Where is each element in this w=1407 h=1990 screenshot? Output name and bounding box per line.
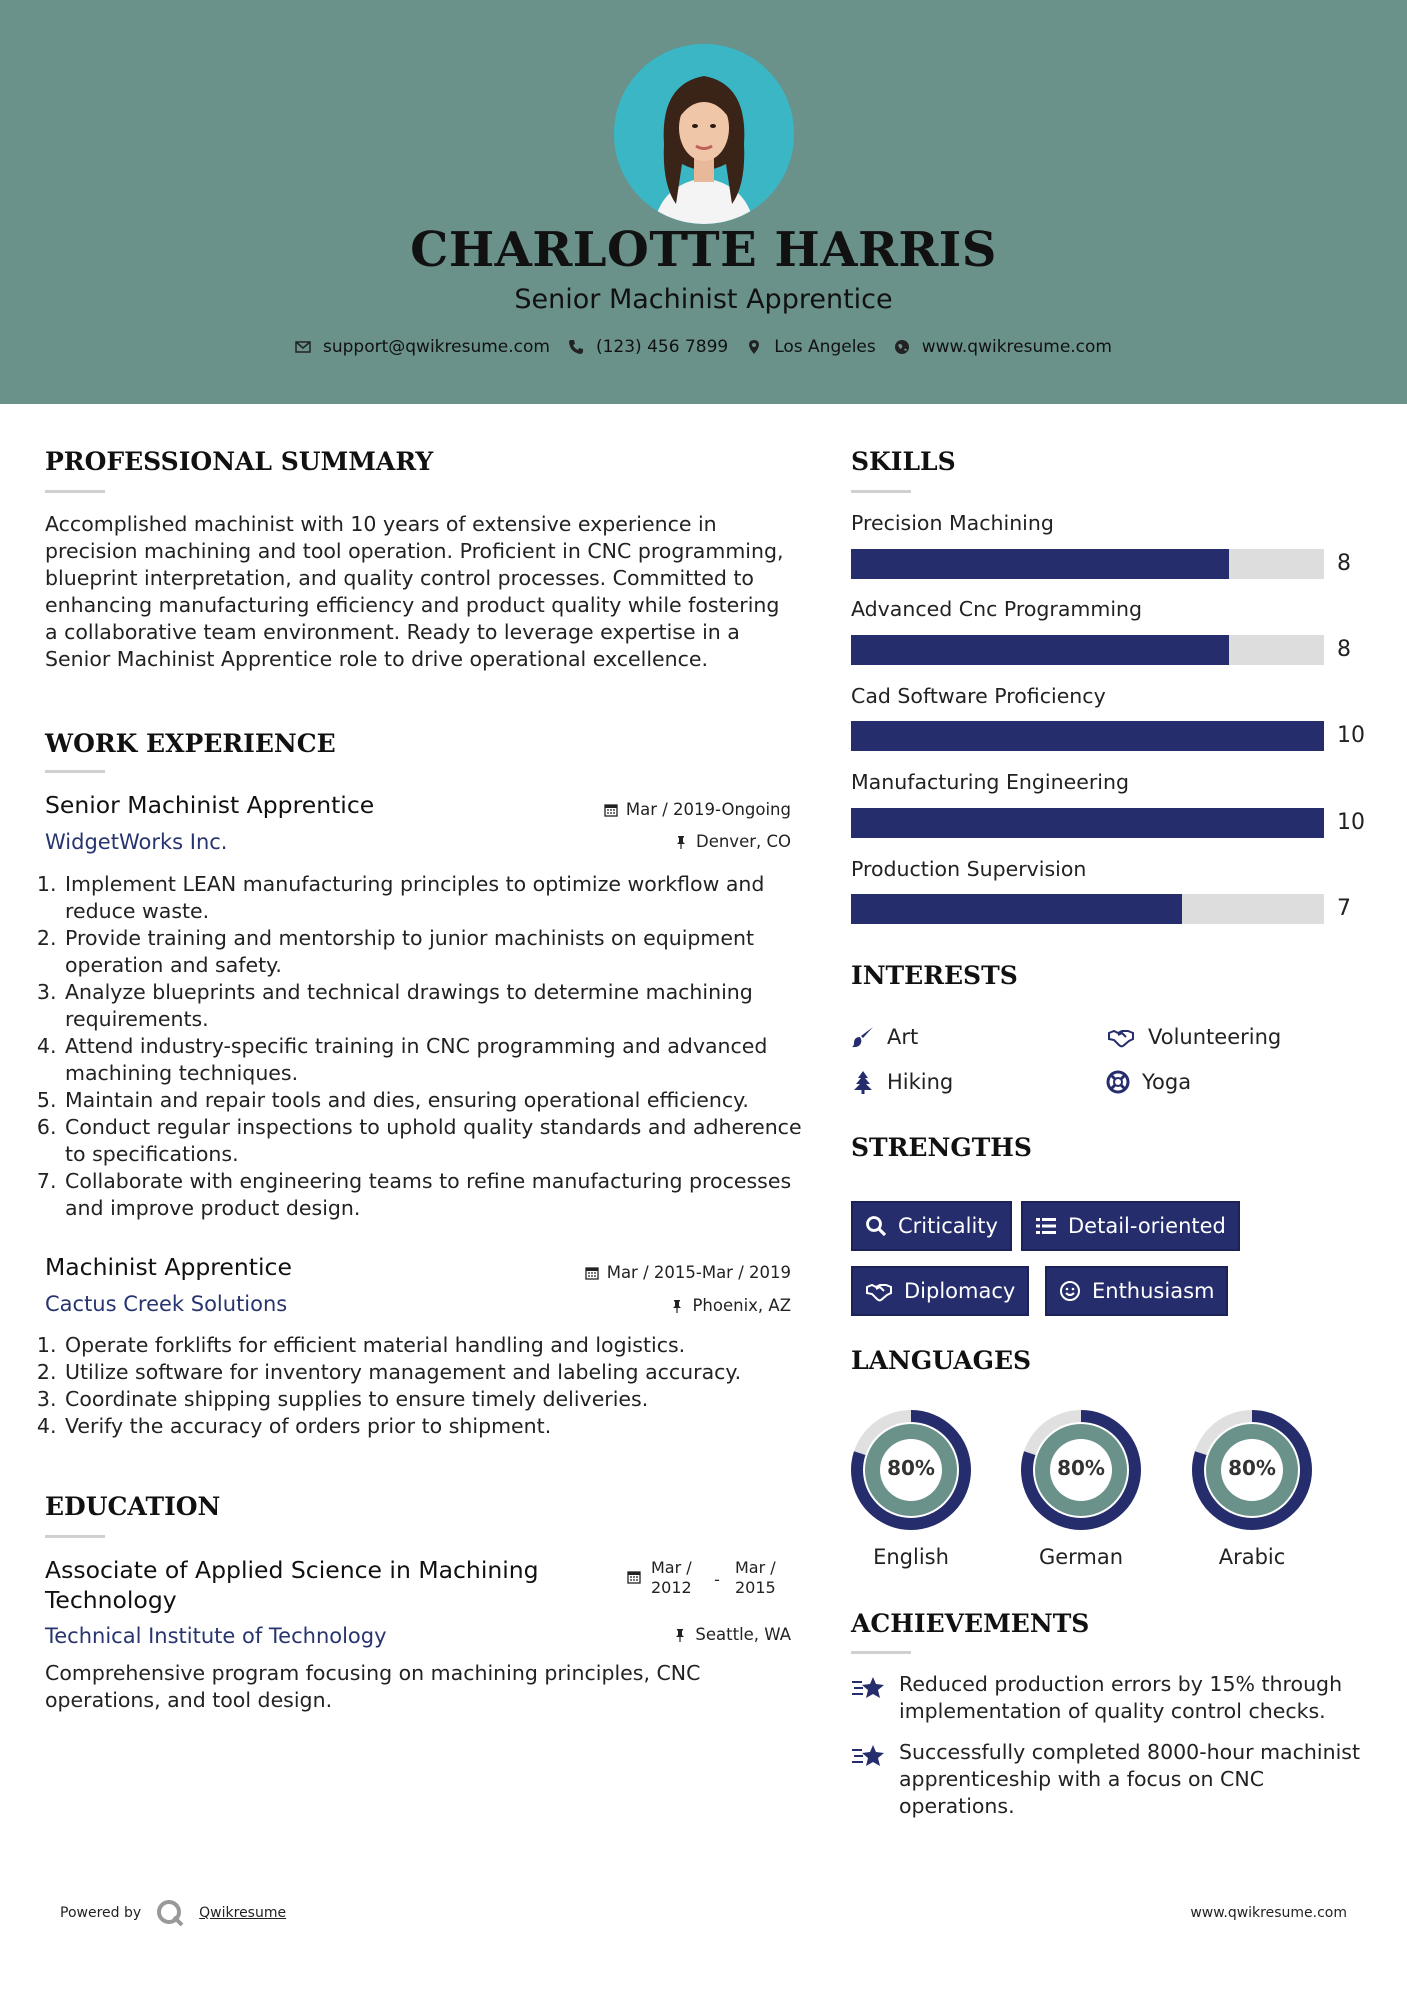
interest-label: Hiking — [887, 1070, 954, 1094]
interest-item — [851, 1070, 953, 1094]
candidate-name: CHARLOTTE HARRIS — [410, 222, 997, 278]
job-date-text: Mar / 2019-Ongoing — [625, 800, 791, 819]
achievements-heading: ACHIEVEMENTS — [851, 1609, 1090, 1638]
list-item: 1. Operate forklifts for efficient material handling and logistics. — [63, 1332, 819, 1359]
skill-label: Precision Machining — [851, 511, 1054, 535]
achievement-text: Reduced production errors by 15% through implementation of quality control checks. — [899, 1672, 1343, 1723]
summary-divider — [45, 490, 105, 493]
skill-bar-fill — [851, 635, 1229, 665]
pushpin-icon — [673, 1628, 687, 1642]
profile-photo — [614, 44, 794, 224]
list-item: 3. Coordinate shipping supplies to ensure timely deliveries. — [63, 1386, 819, 1413]
footer-powered-by — [60, 1898, 286, 1928]
shooting-star-icon — [851, 1673, 885, 1703]
skill-value: 8 — [1337, 637, 1351, 662]
job-responsibilities — [43, 871, 819, 1222]
shooting-star-icon — [851, 1741, 885, 1771]
skill-label: Advanced Cnc Programming — [851, 597, 1143, 621]
education-end: Mar / 2015 — [735, 1558, 776, 1597]
contact-phone[interactable] — [568, 337, 728, 357]
education-description: Comprehensive program focusing on machining principles, CNC operations, and tool design. — [45, 1661, 701, 1712]
handshake-icon — [865, 1280, 893, 1302]
tree-icon — [851, 1070, 875, 1094]
list-item: 5. Maintain and repair tools and dies, ensuring operational efficiency. — [63, 1087, 819, 1114]
strength-label: Criticality — [898, 1214, 998, 1238]
language-gauge — [1020, 1409, 1142, 1535]
job-date-text: Mar / 2015-Mar / 2019 — [606, 1263, 791, 1282]
languages-heading: LANGUAGES — [851, 1346, 1032, 1375]
list-item: 7. Collaborate with engineering teams to refine manufacturing processes and improve product design. — [63, 1168, 819, 1222]
email-text: support@qwikresume.com — [323, 337, 550, 357]
skill-bar-track — [851, 721, 1324, 751]
experience-divider — [45, 770, 105, 773]
summary-text: Accomplished machinist with 10 years of extensive experience in precision machining and tool operation. Proficient in CNC programming, blueprint interpretation, and quality control processes. Committed to enhancing manufacturing efficiency and product quality while fostering a collaborative team environment. Ready to leverage expertise in a Senior Machinist Apprentice role to drive operational excellence. — [45, 512, 784, 671]
calendar-icon — [627, 1570, 641, 1584]
job-location — [560, 832, 791, 851]
calendar-icon — [604, 803, 618, 817]
skill-label: Cad Software Proficiency — [851, 684, 1106, 708]
job-date — [560, 800, 791, 819]
job-location-text: Denver, CO — [695, 832, 791, 851]
list-item: 2. Utilize software for inventory management and labeling accuracy. — [63, 1359, 819, 1386]
skill-value: 7 — [1337, 896, 1351, 921]
language-percent: 80% — [887, 1456, 935, 1480]
interest-label: Volunteering — [1148, 1025, 1282, 1049]
job-company: Cactus Creek Solutions — [45, 1292, 288, 1316]
strength-label: Diplomacy — [904, 1279, 1016, 1303]
list-item: 3. Analyze blueprints and technical drawings to determine machining requirements. — [63, 979, 819, 1033]
interest-item — [1106, 1025, 1281, 1049]
contact-bar — [0, 337, 1407, 357]
skill-bar-track — [851, 635, 1324, 665]
strengths-heading: STRENGTHS — [851, 1133, 1032, 1162]
contact-email[interactable] — [295, 337, 550, 357]
job-location — [560, 1296, 791, 1315]
list-item: 2. Provide training and mentorship to junior machinists on equipment operation and safety. — [63, 925, 819, 979]
contact-location — [746, 337, 876, 357]
list-item: 4. Verify the accuracy of orders prior to shipment. — [63, 1413, 819, 1440]
skill-bar-fill — [851, 894, 1182, 924]
skill-bar-track — [851, 894, 1324, 924]
header-banner — [0, 0, 1407, 404]
envelope-icon — [295, 339, 311, 355]
summary-heading: PROFESSIONAL SUMMARY — [45, 447, 434, 476]
contact-website[interactable] — [894, 337, 1112, 357]
strength-label: Enthusiasm — [1092, 1279, 1215, 1303]
brand-link[interactable]: Qwikresume — [199, 1905, 287, 1921]
job-date — [560, 1263, 791, 1282]
search-icon — [865, 1215, 887, 1237]
education-location-text: Seattle, WA — [695, 1625, 791, 1644]
paintbrush-icon — [851, 1025, 875, 1049]
location-text: Los Angeles — [774, 337, 876, 357]
skill-value: 10 — [1337, 810, 1365, 835]
phone-icon — [568, 339, 584, 355]
list-item: 4. Attend industry-specific training in CNC programming and advanced machining techniques. — [63, 1033, 819, 1087]
strength-badge — [851, 1201, 1012, 1251]
job-title: Machinist Apprentice — [45, 1253, 292, 1281]
education-divider — [45, 1535, 105, 1538]
achievement-item — [851, 1739, 1371, 1820]
list-item: 1. Implement LEAN manufacturing principles to optimize workflow and reduce waste. — [63, 871, 819, 925]
language-label: English — [873, 1545, 949, 1569]
achievements-divider — [851, 1651, 911, 1654]
date-separator: - — [714, 1570, 720, 1589]
website-text: www.qwikresume.com — [921, 337, 1112, 357]
strength-label: Detail-oriented — [1068, 1214, 1226, 1238]
qwikresume-logo-icon — [155, 1898, 185, 1928]
strength-badge — [1045, 1266, 1228, 1316]
language-label: Arabic — [1218, 1545, 1286, 1569]
strength-badge — [851, 1266, 1029, 1316]
school-name: Technical Institute of Technology — [45, 1624, 387, 1648]
language-gauge — [850, 1409, 972, 1535]
strength-badge — [1021, 1201, 1240, 1251]
interests-heading: INTERESTS — [851, 961, 1018, 990]
interest-item — [851, 1025, 918, 1049]
phone-text: (123) 456 7899 — [595, 337, 729, 357]
interest-label: Yoga — [1142, 1070, 1192, 1094]
handshake-icon — [1106, 1025, 1136, 1049]
skill-bar-fill — [851, 721, 1324, 751]
language-gauge — [1191, 1409, 1313, 1535]
degree-title: Associate of Applied Science in Machining Technology — [45, 1556, 539, 1614]
skill-value: 8 — [1337, 551, 1351, 576]
pushpin-icon — [674, 835, 688, 849]
interest-label: Art — [887, 1025, 919, 1049]
language-label: German — [1038, 1545, 1124, 1569]
job-company: WidgetWorks Inc. — [45, 830, 228, 854]
skill-value: 10 — [1337, 723, 1365, 748]
job-location-text: Phoenix, AZ — [692, 1296, 791, 1315]
education-dates — [627, 1558, 783, 1598]
language-percent: 80% — [1228, 1456, 1276, 1480]
skill-label: Manufacturing Engineering — [851, 770, 1129, 794]
smile-icon — [1059, 1280, 1081, 1302]
skills-heading: SKILLS — [851, 447, 956, 476]
job-responsibilities — [43, 1332, 819, 1440]
achievement-item — [851, 1671, 1371, 1725]
job-title: Senior Machinist Apprentice — [45, 791, 375, 819]
skill-bar-track — [851, 808, 1324, 838]
list-item: 6. Conduct regular inspections to uphold quality standards and adherence to specifications. — [63, 1114, 819, 1168]
education-start: Mar / 2012 — [651, 1558, 692, 1597]
footer-url[interactable]: www.qwikresume.com — [1190, 1905, 1347, 1921]
skill-bar-fill — [851, 808, 1324, 838]
candidate-title: Senior Machinist Apprentice — [514, 284, 893, 315]
skills-divider — [851, 490, 911, 493]
avatar — [614, 44, 794, 224]
interest-item — [1106, 1070, 1191, 1094]
calendar-icon — [585, 1266, 599, 1280]
education-location — [560, 1625, 791, 1644]
pushpin-icon — [670, 1299, 684, 1313]
life-ring-icon — [1106, 1070, 1130, 1094]
list-icon — [1035, 1215, 1057, 1237]
skill-label: Production Supervision — [851, 857, 1087, 881]
skill-bar-fill — [851, 549, 1229, 579]
language-percent: 80% — [1057, 1456, 1105, 1480]
experience-heading: WORK EXPERIENCE — [45, 729, 336, 758]
globe-icon — [894, 339, 910, 355]
education-heading: EDUCATION — [45, 1492, 221, 1521]
powered-by-text: Powered by — [60, 1905, 142, 1921]
achievement-text: Successfully completed 8000-hour machinist apprenticeship with a focus on CNC operations. — [899, 1740, 1360, 1818]
skill-bar-track — [851, 549, 1324, 579]
map-marker-icon — [746, 339, 762, 355]
